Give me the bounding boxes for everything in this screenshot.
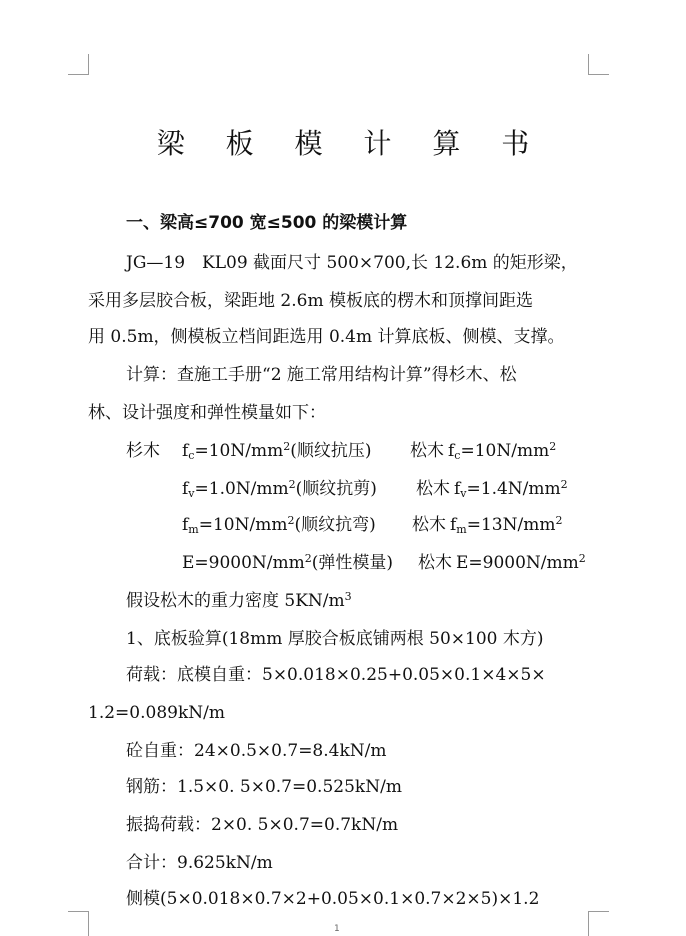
rebar-line: 钢筋：1.5×0. 5×0.7=0.525kN/m: [126, 777, 402, 797]
crop-mark-bottom-left: [68, 911, 89, 936]
paragraph-line: 林、设计强度和弹性模量如下：: [88, 403, 326, 423]
crop-mark-top-left: [68, 54, 89, 75]
property-row: $E=9000N/mm^2$(弹性模量): [182, 552, 394, 573]
density-line: 假设松木的重力密度 $5KN/m^3$: [126, 590, 352, 611]
paragraph-line: 采用多层胶合板，梁距地 2.6m 模板底的楞木和顶撑间距选: [88, 291, 533, 311]
paragraph-line: JG—19 KL09 截面尺寸 500×700,长 12.6m 的矩形梁，: [126, 253, 578, 273]
item-heading: 1、底板验算(18mm 厚胶合板底铺两根 50×100 木方): [126, 629, 544, 649]
property-row: $f_v=1.0N/mm^2$(顺纹抗剪): [182, 478, 377, 500]
load-line: 荷载：底模自重：5×0.018×0.25+0.05×0.1×4×5×: [126, 665, 546, 685]
property-row-right: 松木 $E=9000N/mm^2$: [418, 552, 586, 573]
concrete-line: 砼自重：24×0.5×0.7=8.4kN/m: [126, 741, 387, 761]
property-row: 杉木 $f_c=10N/mm^2$(顺纹抗压): [126, 440, 372, 462]
property-row: $f_m=10N/mm^2$(顺纹抗弯): [182, 514, 376, 536]
paragraph-line: 计算：查施工手册“2 施工常用结构计算”得杉木、松: [126, 365, 517, 385]
load-line: 1.2=0.089kN/m: [88, 703, 225, 723]
total-line: 合计：9.625kN/m: [126, 853, 273, 873]
side-form-line: 侧模(5×0.018×0.7×2+0.05×0.1×0.7×2×5)×1.2: [126, 889, 540, 909]
property-row-right: 松木 $f_v=1.4N/mm^2$: [416, 478, 568, 500]
wood-label-shan: 杉木: [126, 441, 160, 461]
document-title: 梁 板 模 计 算 书: [156, 127, 546, 160]
property-row-right: 松木 $f_c=10N/mm^2$: [410, 440, 557, 462]
property-row-right: 松木 $f_m=13N/mm^2$: [412, 514, 563, 536]
crop-mark-bottom-right: [588, 911, 609, 936]
paragraph-line: 用 0.5m，侧模板立档间距选用 0.4m 计算底板、侧模、支撑。: [88, 327, 565, 347]
section-heading: 一、梁高≤700 宽≤500 的梁模计算: [126, 213, 408, 233]
vibration-line: 振捣荷载：2×0. 5×0.7=0.7kN/m: [126, 815, 399, 835]
crop-mark-top-right: [588, 54, 609, 75]
page-number: 1: [334, 924, 340, 934]
